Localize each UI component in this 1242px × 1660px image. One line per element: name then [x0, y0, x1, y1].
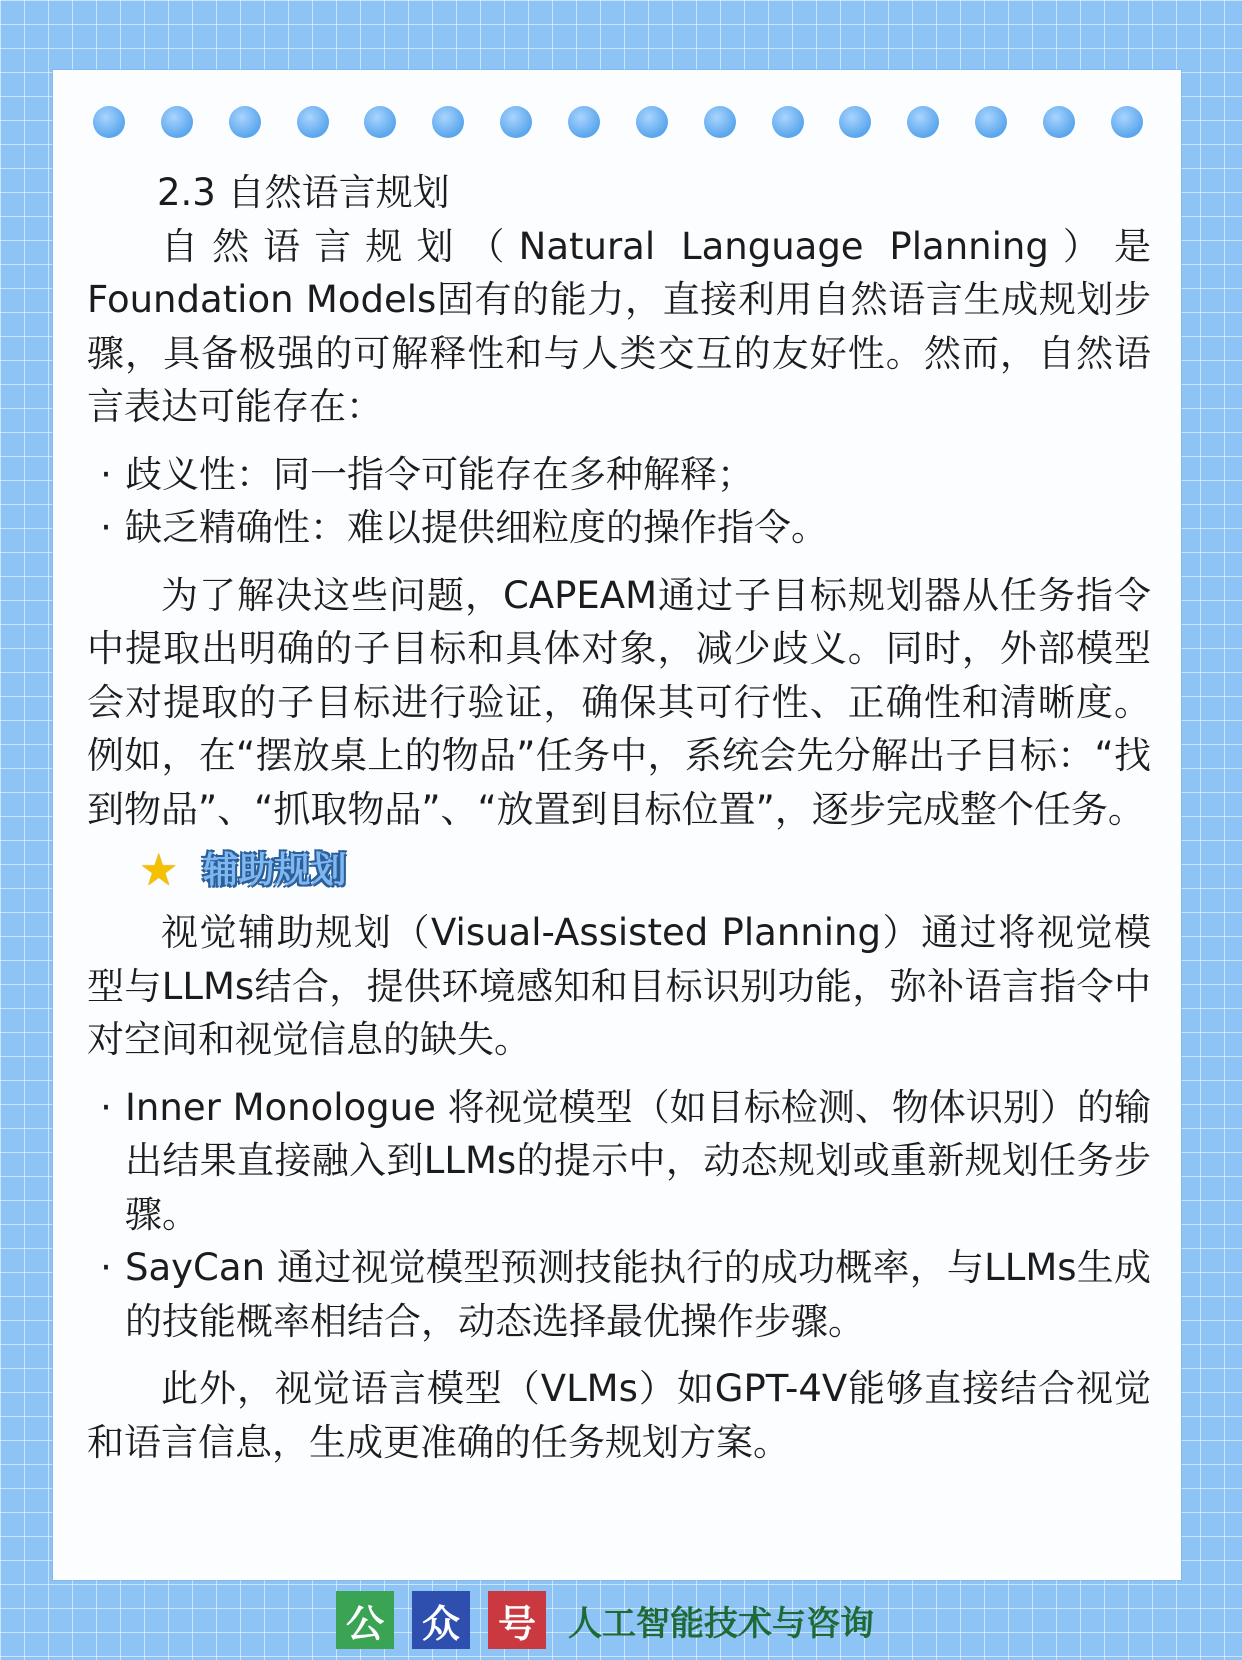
- list-item: [87, 1241, 1151, 1348]
- binder-hole: [500, 106, 532, 138]
- list-item: [87, 448, 1151, 502]
- binder-hole: [1043, 106, 1075, 138]
- section-heading: 2.3 自然语言规划: [157, 171, 450, 214]
- binder-hole: [839, 106, 871, 138]
- note-card: [53, 70, 1181, 1580]
- badge-hao: 号: [488, 1591, 546, 1649]
- binder-hole: [975, 106, 1007, 138]
- bullet-mark: ·: [100, 506, 112, 549]
- list-item: [87, 501, 1151, 555]
- binder-holes: [93, 106, 1143, 138]
- list-item: [87, 1081, 1151, 1242]
- sub-section-heading: [87, 836, 1151, 906]
- closing-paragraph: 此外，视觉语言模型（VLMs）如GPT-4V能够直接结合视觉和语言信息，生成更准确的任务规划方案。: [87, 1367, 1151, 1464]
- binder-hole: [229, 106, 261, 138]
- example-inner-monologue: Inner Monologue 将视觉模型（如目标检测、物体识别）的输出结果直接融入到LLMs的提示中，动态规划或重新规划任务步骤。: [125, 1085, 1151, 1236]
- footer-banner: [336, 1590, 874, 1650]
- badge-gong: 公: [336, 1591, 394, 1649]
- binder-hole: [297, 106, 329, 138]
- example-saycan: SayCan 通过视觉模型预测技能执行的成功概率，与LLMs生成的技能概率相结合，动态选择最优操作步骤。: [125, 1246, 1151, 1343]
- sub-section-intro: 视觉辅助规划（Visual-Assisted Planning）通过将视觉模型与LLMs结合，提供环境感知和目标识别功能，弥补语言指令中对空间和视觉信息的缺失。: [87, 911, 1151, 1061]
- sub-section-title: 辅助规划: [202, 850, 347, 892]
- star-icon: ★: [139, 845, 179, 896]
- section-intro: 自然语言规划（Natural Language Planning）是Foundation Models固有的能力，直接利用自然语言生成规划步骤，具备极强的可解释性和与人类交互的友好性。然而，自然语言表达可能存在：: [87, 224, 1151, 428]
- brand-name: 人工智能技术与咨询: [568, 1603, 874, 1644]
- binder-hole: [364, 106, 396, 138]
- binder-hole: [704, 106, 736, 138]
- binder-hole: [772, 106, 804, 138]
- badge-zhong: 众: [412, 1591, 470, 1649]
- bullet-mark: ·: [100, 1246, 112, 1289]
- binder-hole: [636, 106, 668, 138]
- binder-hole: [1111, 106, 1143, 138]
- binder-hole: [161, 106, 193, 138]
- solution-paragraph: 为了解决这些问题，CAPEAM通过子目标规划器从任务指令中提取出明确的子目标和具体对象，减少歧义。同时，外部模型会对提取的子目标进行验证，确保其可行性、正确性和清晰度。例如，在“摆放桌上的物品”任务中，系统会先分解出子目标：“找到物品”、“抓取物品”、“放置到目标位置”，逐步完成整个任务。: [87, 573, 1151, 831]
- binder-hole: [907, 106, 939, 138]
- binder-hole: [93, 106, 125, 138]
- article-body: [87, 166, 1151, 1469]
- bullet-mark: ·: [100, 452, 112, 496]
- issue-ambiguity: 歧义性：同一指令可能存在多种解释；: [125, 452, 754, 496]
- binder-hole: [432, 106, 464, 138]
- issue-precision: 缺乏精确性：难以提供细粒度的操作指令。: [125, 506, 828, 549]
- bullet-mark: ·: [100, 1085, 112, 1129]
- binder-hole: [568, 106, 600, 138]
